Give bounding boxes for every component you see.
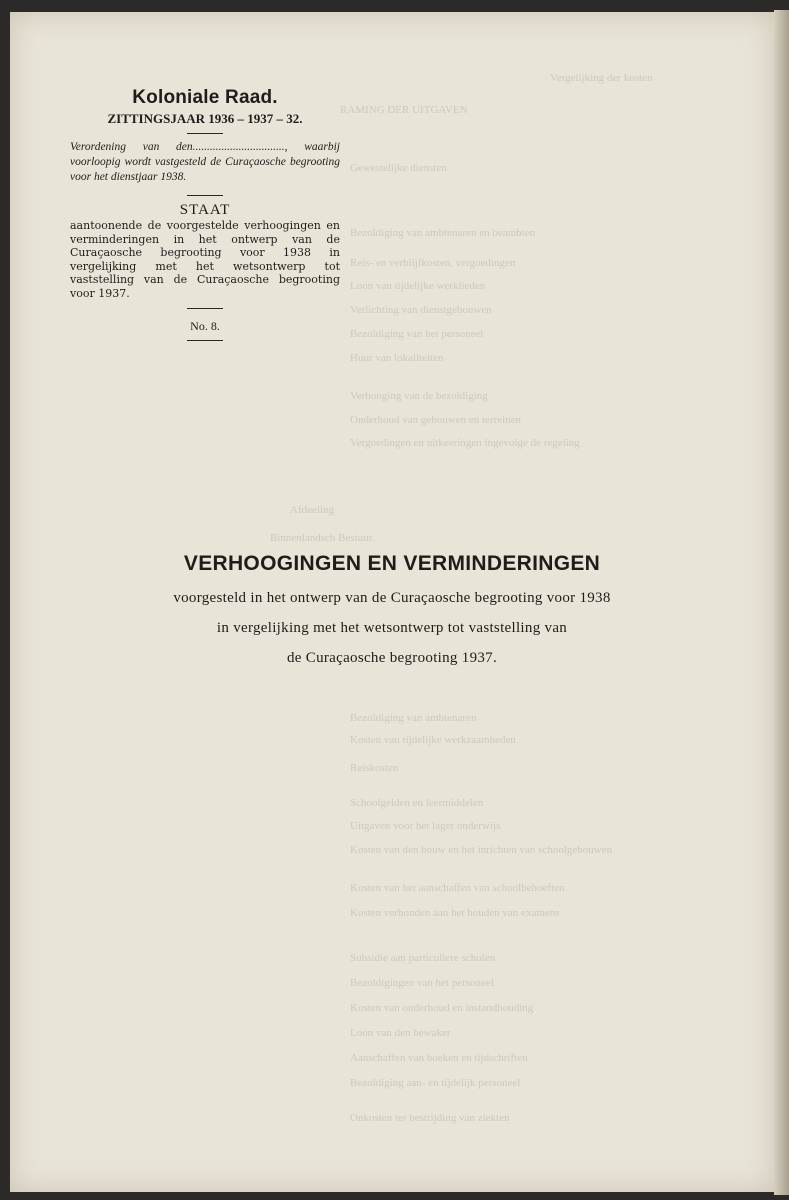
document-number: No. 8. [190,319,220,333]
session-year: ZITTINGSJAAR 1936 – 1937 – 32. [107,111,303,126]
staat-description: aantoonende de voorgestelde verhoogingen en verminderingen in het ontwerp van de Curaçaosche begrooting voor 1938 in vergelijking met het wetsontwerp tot vaststelling van de Curaçaosche begrooting voor 1937. [70,219,340,300]
divider [187,308,223,309]
subtitle-line-3: de Curaçaosche begrooting 1937. [286,650,498,666]
divider [187,195,223,196]
subtitle-line-1: voorgesteld in het ontwerp van de Curaçaosche begrooting voor 1938 [173,590,611,606]
subtitle-line-2: in vergelijking met het wetsontwerp tot vaststelling van [216,620,568,636]
page-edge [774,10,789,1195]
main-title: VERHOOGINGEN EN VERMINDERINGEN [183,552,601,575]
document-header [70,87,340,347]
divider [187,340,223,341]
staat-title: STAAT [179,202,231,218]
ordinance-text: Verordening van den................................, waarbij voorloopig wordt vastgesteld de Curaçaosche begrooting voor het dienstjaar 1938. [70,141,340,183]
council-title: Koloniale Raad. [132,87,278,108]
divider [187,133,223,134]
document-page: Vergelijking der kosten RAMING DER UITGAVEN Gewestelijke diensten Bezoldiging van ambtenaren en beambten Reis- en verblijfkosten, vergoedingen Loon van tijdelijke werklieden Verlichting van dienstgebouwen Bezoldiging van het personeel Huur van lokaliteiten Verhooging van de bezoldiging Onderhoud van gebouwen en terreinen Vergoedingen en uitkeeringen ingevolge de regeling Afdeeling Binnenlandsch Bestuur. Bezoldiging van ambtenaren Kosten van tijdelijke werkzaamheden Reiskosten Schoolgelden en leermiddelen Uitgaven voor het lager onderwijs Kosten van den bouw en het inrichten van schoolgebouwen Kosten van het aanschaffen van schoolbehoeften Kosten verbonden aan het houden van examens Subsidie aan particuliere scholen Bezoldigingen van het personeel Kosten van onderhoud en instandhouding Loon van den bewaker Aanschaffen van boeken en tijdschriften Bezoldiging aan- en tijdelijk personeel Onkosten ter bestrijding van ziekten Koloniale Raad. ZITTINGSJAAR 1936 – 1937 – 32. Verordening van den................................, waarbij voorloopig wordt vastgesteld de Curaçaosche begrooting voor het dienstjaar 1938. STAAT aantoonende de voorgestelde verhoogingen en verminderingen in het ontwerp van de Curaçaosche begrooting voor 1938 in vergelijking met het wetsontwerp tot vaststelling van de Curaçaosche begrooting voor 1937. No. 8. VERHOOGINGEN EN VERMINDERINGEN voorgesteld in het ontwerp van de Curaçaosche begrooting voor 1938 in vergelijking met het wetsontwerp tot vaststelling van de Curaçaosche begrooting 1937. [10,12,774,1192]
